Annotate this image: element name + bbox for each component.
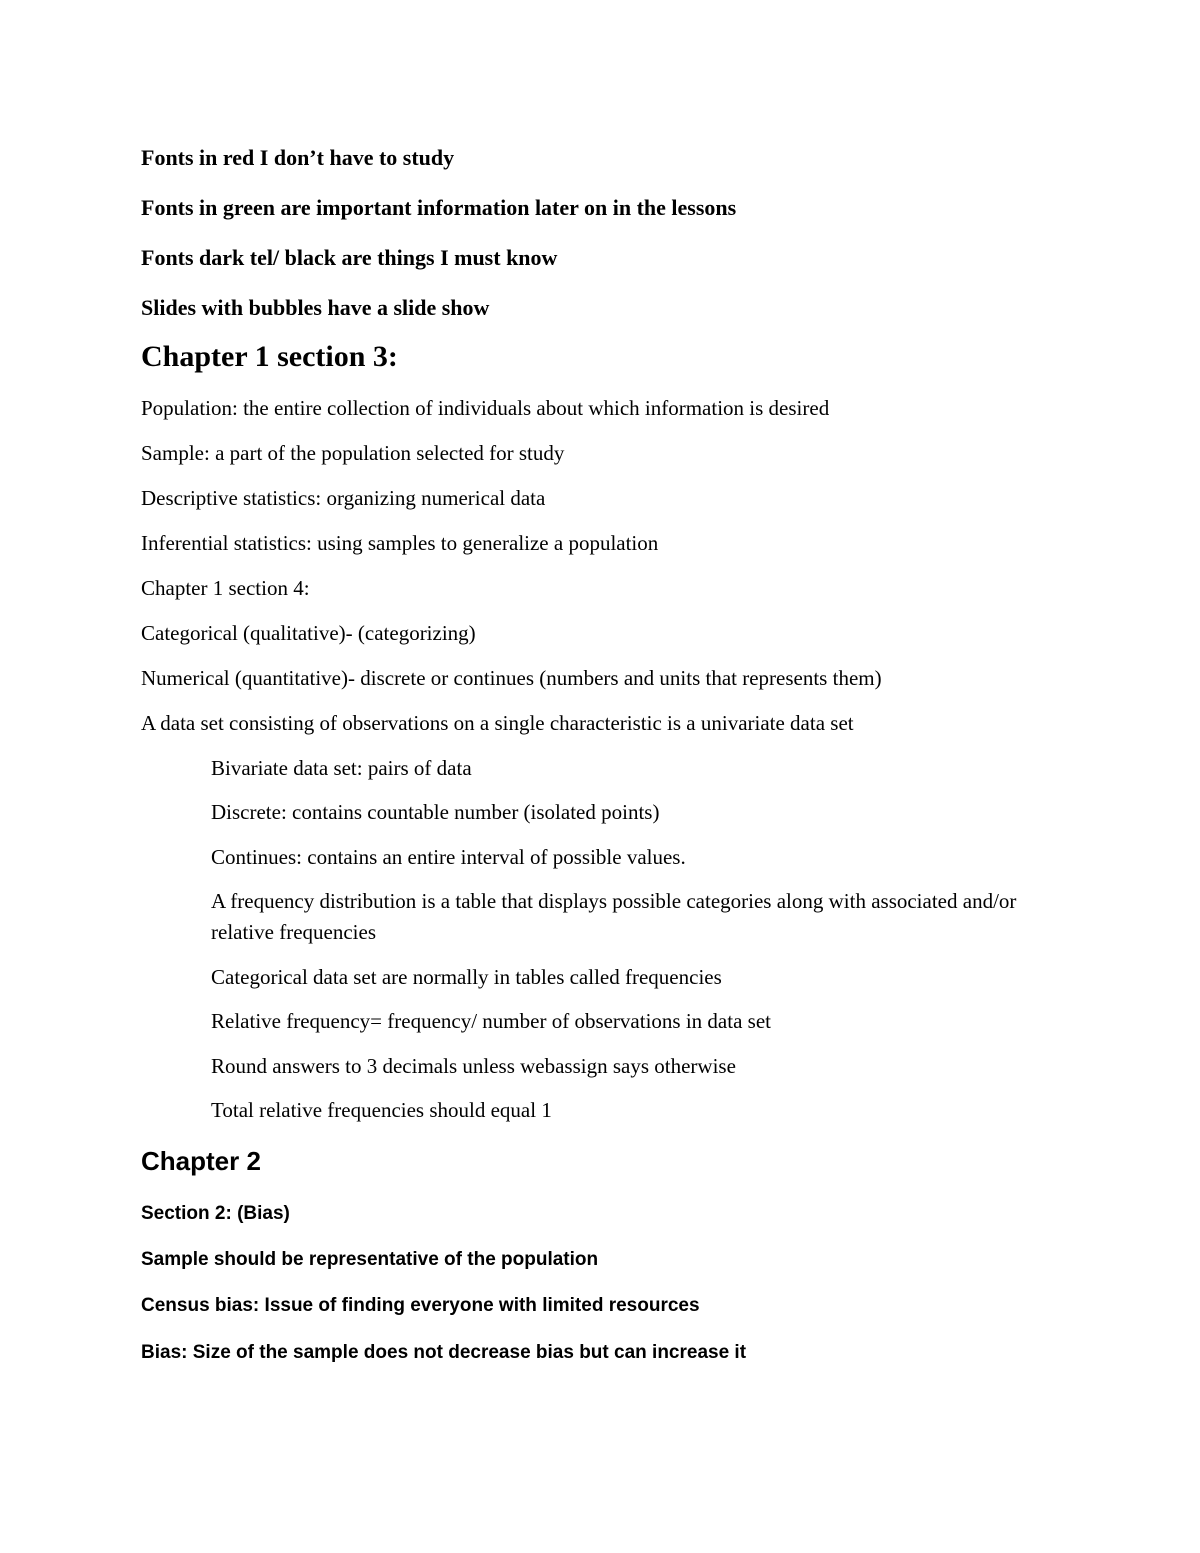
chapter-1-heading: Chapter 1 section 3: xyxy=(141,340,398,373)
definition-univariate: A data set consisting of observations on a single characteristic is a univariate data set xyxy=(141,711,854,735)
indented-discrete: Discrete: contains countable number (isolated points) xyxy=(211,800,660,824)
bias-sample-size: Bias: Size of the sample does not decrease bias but can increase it xyxy=(141,1342,747,1363)
indented-relative-frequency: Relative frequency= frequency/ number of observations in data set xyxy=(211,1009,771,1033)
indented-bivariate: Bivariate data set: pairs of data xyxy=(211,756,472,780)
legend-bubbles-note: Slides with bubbles have a slide show xyxy=(141,295,490,320)
indented-continues: Continues: contains an entire interval of possible values. xyxy=(211,845,686,869)
bias-representative-sample: Sample should be representative of the population xyxy=(141,1249,599,1270)
definition-inferential-statistics: Inferential statistics: using samples to generalize a population xyxy=(141,531,659,555)
section-2-bias-heading: Section 2: (Bias) xyxy=(141,1203,290,1224)
definition-descriptive-statistics: Descriptive statistics: organizing numerical data xyxy=(141,486,546,510)
indented-categorical-tables: Categorical data set are normally in tables called frequencies xyxy=(211,965,722,989)
definition-sample: Sample: a part of the population selected for study xyxy=(141,441,565,465)
indented-rounding-rule: Round answers to 3 decimals unless webassign says otherwise xyxy=(211,1054,736,1078)
indented-frequency-distribution: A frequency distribution is a table that displays possible categories along with associated and/or relative frequencies xyxy=(211,889,1017,944)
definition-numerical: Numerical (quantitative)- discrete or continues (numbers and units that represents them) xyxy=(141,666,882,690)
chapter-1-section-4-label: Chapter 1 section 4: xyxy=(141,576,310,600)
definition-categorical: Categorical (qualitative)- (categorizing) xyxy=(141,621,476,645)
bias-census: Census bias: Issue of finding everyone with limited resources xyxy=(141,1295,700,1316)
chapter-2-heading: Chapter 2 xyxy=(141,1146,261,1176)
legend-green-note: Fonts in green are important information later on in the lessons xyxy=(141,195,737,220)
indented-total-relative: Total relative frequencies should equal 1 xyxy=(211,1098,552,1122)
legend-black-note: Fonts dark tel/ black are things I must know xyxy=(141,245,558,270)
definition-population: Population: the entire collection of individuals about which information is desired xyxy=(141,396,830,420)
legend-red-note: Fonts in red I don’t have to study xyxy=(141,145,455,170)
